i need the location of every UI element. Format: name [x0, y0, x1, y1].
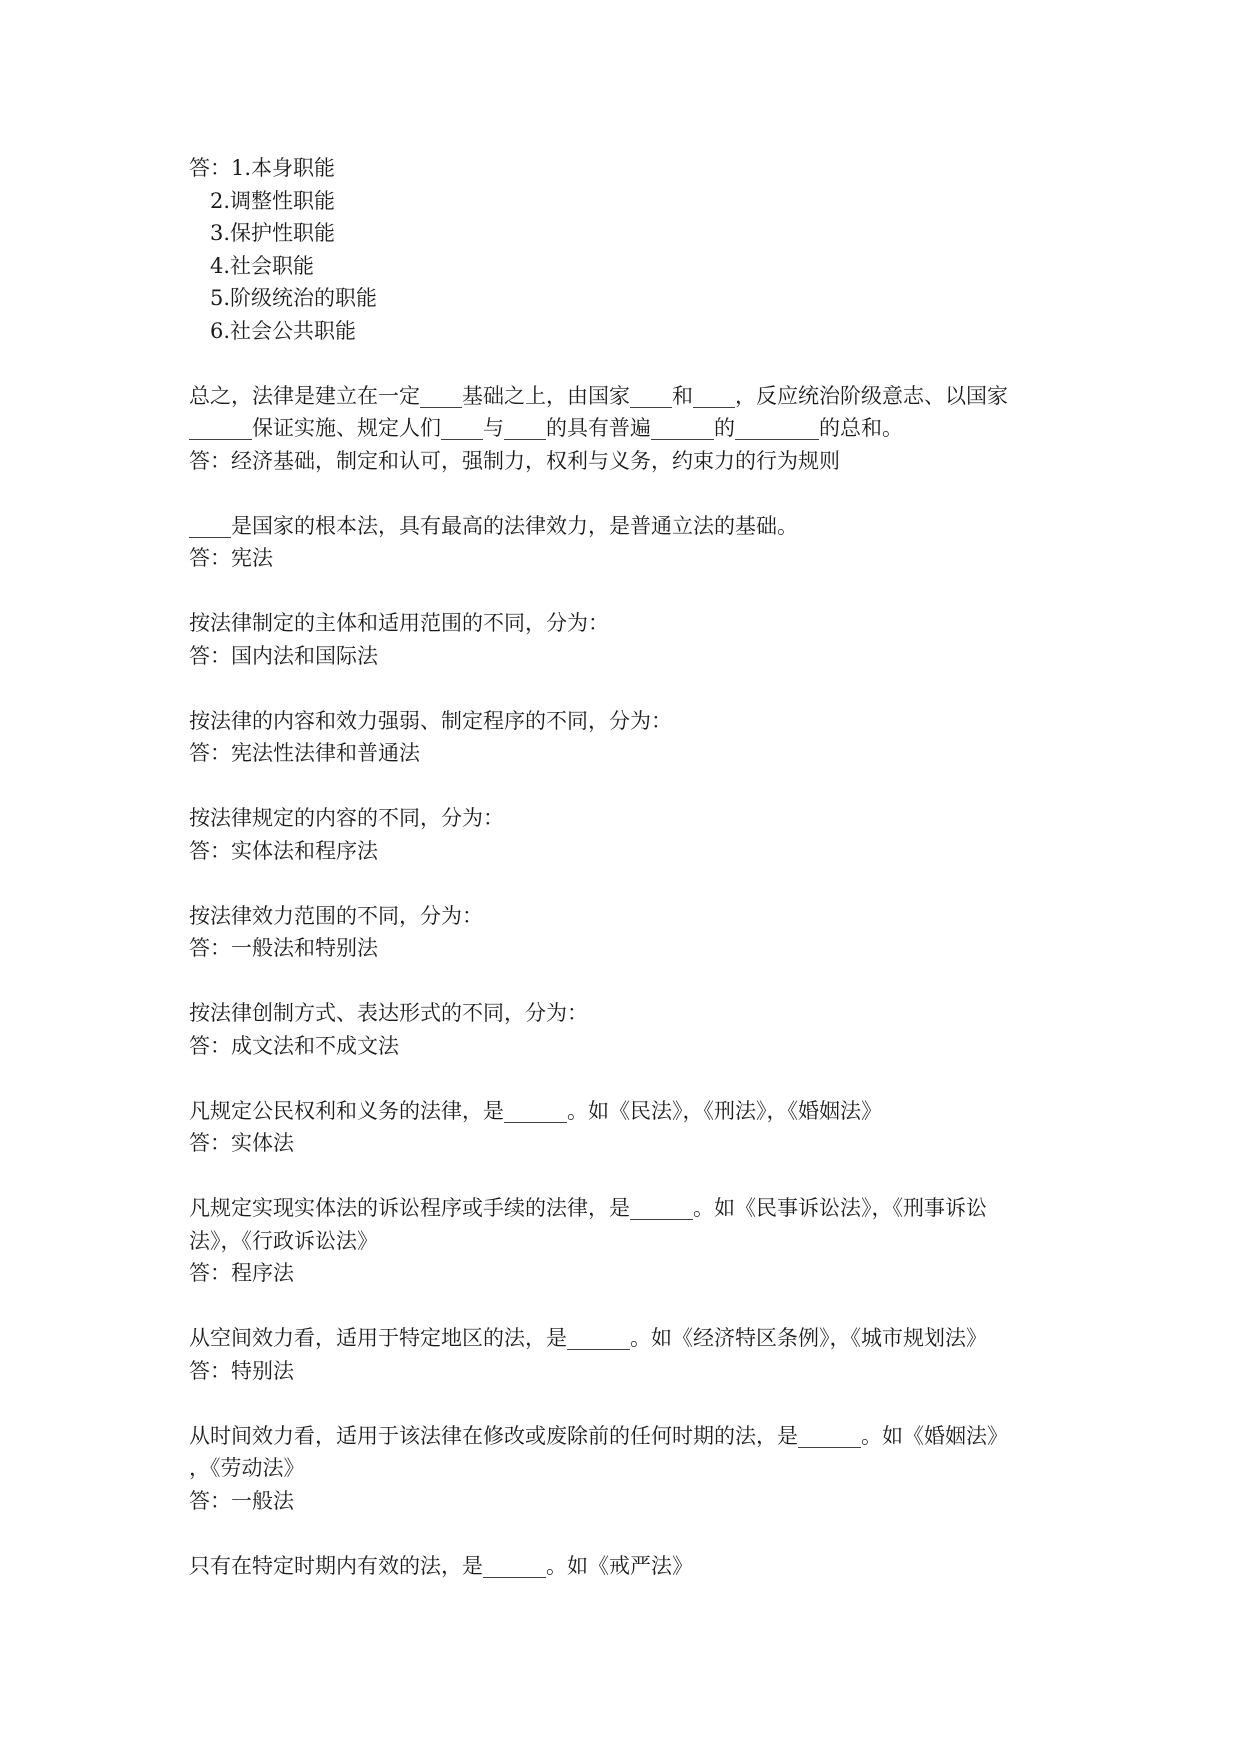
qa-block-substantive-law — [189, 1095, 1069, 1160]
question-line: 从时间效力看，适用于该法律在修改或废除前的任何时期的法，是______。如《婚姻法》 — [189, 1423, 1008, 1448]
paragraph-gap — [189, 1290, 1069, 1323]
qa-block-content — [189, 802, 1069, 867]
question-line: 总之，法律是建立在一定____基础之上，由国家____和____，反应统治阶级意志、以国家 — [189, 383, 1008, 408]
question-line: 按法律制定的主体和适用范围的不同，分为： — [189, 611, 609, 635]
answer-line: 2.调整性职能 — [210, 188, 336, 213]
answer-line: 答：宪法 — [189, 546, 273, 570]
qa-block-creation-form — [189, 997, 1069, 1062]
question-line: 凡规定实现实体法的诉讼程序或手续的法律，是______。如《民事诉讼法》，《刑事诉讼 — [189, 1196, 987, 1220]
qa-block-effect-range — [189, 900, 1069, 965]
document-page — [189, 152, 1069, 1582]
question-line: ______保证实施、规定人们____与____的具有普遍______的________的总和。 — [189, 416, 903, 440]
qa-block-procedural-law — [189, 1192, 1069, 1290]
question-line: 从空间效力看，适用于特定地区的法，是______。如《经济特区条例》，《城市规划法》 — [189, 1326, 987, 1350]
answer-line: 3.保护性职能 — [210, 221, 336, 245]
answer-line: 答：宪法性法律和普通法 — [189, 741, 420, 765]
question-line: 只有在特定时期内有效的法，是______。如《戒严法》 — [189, 1553, 693, 1578]
paragraph-gap — [189, 867, 1069, 900]
answer-line: 答：国内法和国际法 — [189, 643, 378, 668]
qa-block-definition — [189, 380, 1069, 478]
paragraph-gap — [189, 965, 1069, 998]
paragraph-gap — [189, 477, 1069, 510]
answer-line: 答：实体法 — [189, 1131, 294, 1155]
answer-line: 答：成文法和不成文法 — [189, 1033, 399, 1058]
qa-block-special-law — [189, 1322, 1069, 1387]
answer-line: 5.阶级统治的职能 — [210, 286, 378, 310]
answer-line: 答：特别法 — [189, 1358, 294, 1383]
answer-block-functions — [189, 152, 1069, 347]
question-line: 按法律效力范围的不同，分为： — [189, 903, 483, 928]
answer-line: 6.社会公共职能 — [210, 318, 357, 343]
answer-line: 答：程序法 — [189, 1261, 294, 1285]
answer-line: 答：1.本身职能 — [189, 156, 336, 180]
answer-line: 4.社会职能 — [210, 253, 315, 278]
qa-block-subject-scope — [189, 607, 1069, 672]
answer-line: 答：经济基础，制定和认可，强制力，权利与义务，约束力的行为规则 — [189, 448, 840, 473]
qa-block-general-law — [189, 1420, 1069, 1518]
paragraph-gap — [189, 1062, 1069, 1095]
question-line: ，《劳动法》 — [189, 1456, 305, 1480]
paragraph-gap — [189, 1517, 1069, 1550]
qa-block-content-strength — [189, 705, 1069, 770]
answer-line: 答：一般法和特别法 — [189, 936, 378, 960]
paragraph-gap — [189, 770, 1069, 803]
answer-line: 答：实体法和程序法 — [189, 838, 378, 863]
qa-block-temporary-law — [189, 1550, 1069, 1583]
answer-line: 答：一般法 — [189, 1488, 294, 1513]
question-line: ____是国家的根本法，具有最高的法律效力，是普通立法的基础。 — [189, 513, 798, 538]
question-line: 按法律规定的内容的不同，分为： — [189, 806, 504, 830]
question-line: 法》，《行政诉讼法》 — [189, 1228, 378, 1253]
paragraph-gap — [189, 1160, 1069, 1193]
question-line: 凡规定公民权利和义务的法律，是______。如《民法》，《刑法》，《婚姻法》 — [189, 1098, 882, 1123]
qa-block-constitution — [189, 510, 1069, 575]
paragraph-gap — [189, 672, 1069, 705]
paragraph-gap — [189, 1387, 1069, 1420]
paragraph-gap — [189, 347, 1069, 380]
question-line: 按法律创制方式、表达形式的不同，分为： — [189, 1001, 588, 1025]
paragraph-gap — [189, 575, 1069, 608]
question-line: 按法律的内容和效力强弱、制定程序的不同，分为： — [189, 708, 672, 733]
